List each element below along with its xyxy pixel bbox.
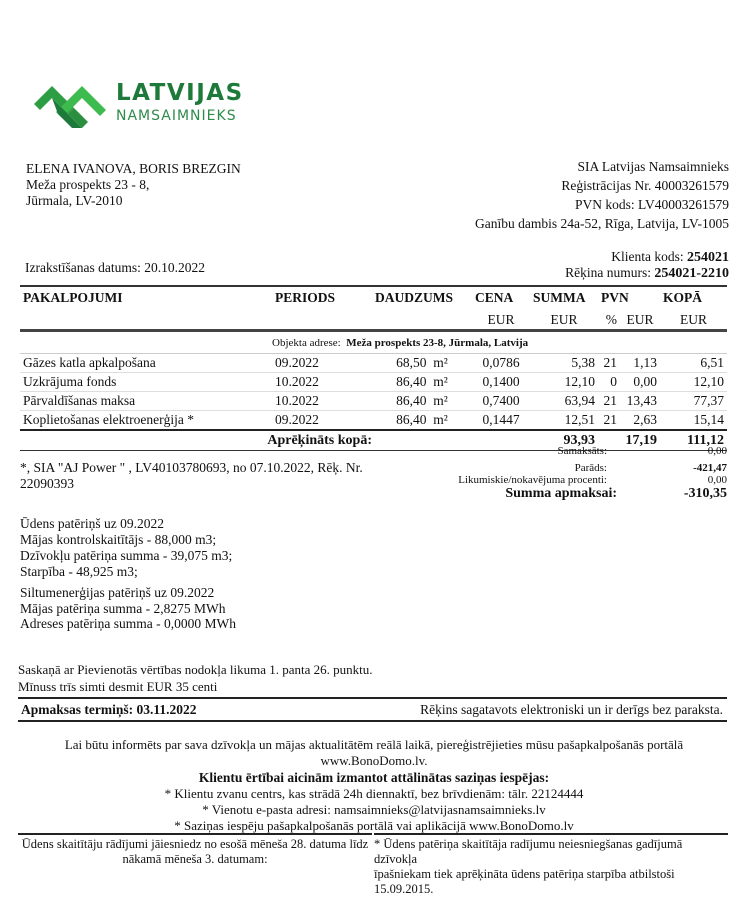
meter-reading-note [18, 833, 372, 867]
subheader-sum-eur: EUR [530, 310, 598, 331]
service-sum: 5,38 [530, 354, 598, 373]
service-vat-pct: 21 [598, 354, 620, 373]
subheader-vat-pct: % [598, 310, 620, 331]
invoice-number-label: Rēķina numurs: [565, 265, 651, 280]
service-unit: m² [433, 393, 448, 408]
service-period: 10.2022 [272, 392, 372, 411]
paid-label: Samaksāts: [557, 445, 607, 457]
service-total: 12,10 [660, 373, 727, 392]
service-period: 10.2022 [272, 373, 372, 392]
water-line: Dzīvokļu patēriņa summa - 39,075 m3; [20, 548, 233, 563]
recipient-address-line2: Jūrmala, LV-2010 [26, 193, 123, 208]
company-reg-nr: Reģistrācijas Nr. 40003261579 [561, 178, 729, 193]
table-row [20, 373, 727, 392]
water-line: Starpība - 48,925 m3; [20, 564, 138, 579]
service-unit: m² [433, 412, 448, 427]
portal-info: Lai būtu informēts par sava dzīvokļa un mājas aktualitātēm reālā laikā, piereģistrējieties mūsu pašapkalpošanās portālā [64, 737, 684, 752]
service-name: Gāzes katla apkalpošana [20, 354, 272, 373]
client-code: 254021 [687, 250, 729, 265]
service-period: 09.2022 [272, 411, 372, 431]
service-vat-pct: 0 [598, 373, 620, 392]
company-address: Ganību dambis 24a-52, Rīga, Latvija, LV-1005 [475, 216, 729, 231]
payment-summary [390, 445, 727, 502]
water-diff-line1: * Ūdens patēriņa skaitītāja radījumu neiesniegšanas gadījumā dzīvokļa [374, 837, 683, 866]
service-name: Uzkrājuma fonds [20, 373, 272, 392]
water-line: Mājas kontrolskaitītājs - 88,000 m3; [20, 532, 217, 547]
vat-law-note: Saskaņā ar Pievienotās vērtības nodokļa likuma 1. panta 26. punktu. [18, 662, 373, 677]
service-name: Pārvaldīšanas maksa [20, 392, 272, 411]
contact-info [0, 737, 748, 835]
service-quantity: 86,40 [396, 412, 427, 427]
service-vat-eur: 1,13 [620, 354, 660, 373]
company-logo [34, 80, 274, 130]
service-quantity: 68,50 [396, 355, 427, 370]
object-address: Meža prospekts 23-8, Jūrmala, Latvija [346, 336, 529, 349]
totals-vat: 17,19 [620, 430, 660, 451]
company-vat-code: PVN kods: LV40003261579 [574, 197, 729, 212]
contact-item-portal: * Saziņas iespēju pašapkalpošanās portālā vai aplikācijā www.BonoDomo.lv [174, 818, 574, 834]
table-row [20, 392, 727, 411]
debt-label: Parāds: [574, 462, 607, 474]
logo-word-latvijas: LATVIJAS [116, 80, 244, 106]
services-table [20, 285, 727, 451]
roof-chevrons-icon [34, 82, 110, 128]
heat-consumption [20, 585, 236, 632]
interest-value: 0,00 [707, 474, 727, 486]
object-address-label: Objekta adrese: [272, 336, 341, 349]
contact-heading: Klientu ērtībai aicinām izmantot attālinātas saziņas iespējas: [198, 769, 550, 785]
client-info [565, 249, 729, 281]
service-vat-eur: 13,43 [620, 392, 660, 411]
service-sum: 63,94 [530, 392, 598, 411]
table-header-row [20, 286, 727, 310]
supplier-footnote: *, SIA "AJ Power " , LV40103780693, no 07.10.2022, Rēķ. Nr. 22090393 [20, 460, 363, 491]
service-price: 0,1447 [472, 411, 530, 431]
col-header-vat: PVN [601, 290, 629, 305]
company-name: SIA Latvijas Namsaimnieks [577, 159, 729, 174]
subheader-vat-eur: EUR [620, 310, 660, 331]
recipient-name: ELENA IVANOVA, BORIS BREZGIN [26, 161, 241, 176]
object-address-row [20, 331, 727, 354]
col-header-service: PAKALPOJUMI [23, 290, 123, 305]
totals-label: Aprēķināts kopā: [20, 430, 372, 451]
subheader-price-eur: EUR [472, 310, 530, 331]
service-total: 77,37 [660, 392, 727, 411]
totals-sum: 93,93 [530, 430, 598, 451]
interest-label: Likumiskie/nokavējuma procenti: [458, 474, 607, 486]
company-block [475, 159, 729, 235]
meter-note-line1: Ūdens skaitītāju rādījumi jāiesniedz no esošā mēneša 28. datuma līdz [21, 837, 369, 851]
service-unit: m² [433, 374, 448, 389]
service-vat-pct: 21 [598, 411, 620, 431]
heat-line: Mājas patēriņa summa - 2,8275 MWh [20, 600, 226, 616]
service-period: 09.2022 [272, 354, 372, 373]
subheader-total-eur: EUR [660, 310, 727, 331]
paid-value: 0,00 [707, 445, 727, 457]
contact-item-email: * Vienotu e-pasta adresi: namsaimnieks@latvijasnamsaimnieks.lv [202, 802, 546, 818]
totals-total: 111,12 [660, 430, 727, 451]
amount-due-label: Summa apmaksai: [505, 486, 617, 501]
service-total: 6,51 [660, 354, 727, 373]
water-title: Ūdens patēriņš uz 09.2022 [20, 516, 164, 531]
service-vat-pct: 21 [598, 392, 620, 411]
service-price: 0,7400 [472, 392, 530, 411]
service-total: 15,14 [660, 411, 727, 431]
electronic-invoice-note: Rēķins sagatavots elektroniski un ir derīgs bez paraksta. [420, 702, 723, 717]
amount-due-value: -310,35 [683, 486, 727, 501]
debt-value: -421,47 [693, 462, 727, 474]
client-code-label: Klienta kods: [611, 249, 684, 264]
col-header-period: PERIODS [275, 290, 336, 305]
water-diff-line2: īpašniekam tiek aprēķināta ūdens patēriņa starpība atbilstoši 15.09.2015. [374, 867, 675, 896]
meter-note-line2: nākamā mēneša 3. datumam: [122, 852, 268, 866]
due-date: Apmaksas termiņš: 03.11.2022 [21, 702, 197, 717]
service-vat-eur: 2,63 [620, 411, 660, 431]
water-consumption [20, 516, 232, 580]
service-vat-eur: 0,00 [620, 373, 660, 392]
col-header-sum: SUMMA [533, 290, 586, 305]
service-sum: 12,51 [530, 411, 598, 431]
service-quantity: 86,40 [396, 374, 427, 389]
issue-date: Izrakstīšanas datums: 20.10.2022 [25, 260, 205, 275]
due-date-bar [18, 697, 727, 722]
table-subheader-row [20, 310, 727, 331]
service-price: 0,1400 [472, 373, 530, 392]
service-unit: m² [433, 355, 448, 370]
vat-note [18, 661, 373, 695]
service-price: 0,0786 [472, 354, 530, 373]
water-difference-note [374, 833, 728, 897]
recipient-address-line1: Meža prospekts 23 - 8, [26, 177, 150, 192]
amount-in-words: Mīnuss trīs simti desmit EUR 35 centi [18, 679, 218, 694]
heat-line: Adreses patēriņa summa - 0,0000 MWh [20, 616, 236, 631]
col-header-total: KOPĀ [663, 290, 702, 305]
heat-title: Siltumenerģijas patēriņš uz 09.2022 [20, 585, 215, 600]
portal-link[interactable]: www.BonoDomo.lv. [320, 753, 428, 769]
table-row [20, 354, 727, 373]
service-name: Koplietošanas elektroenerģija * [20, 411, 272, 431]
recipient-block [26, 161, 241, 209]
col-header-price: CENA [475, 290, 514, 305]
service-quantity: 86,40 [396, 393, 427, 408]
invoice-number: 254021-2210 [654, 266, 729, 281]
logo-word-namsaimnieks: NAMSAIMNIEKS [116, 108, 237, 124]
contact-item-phone: * Klientu zvanu centrs, kas strādā 24h diennaktī, bez brīvdienām: tālr. 22124444 [164, 785, 584, 801]
col-header-quantity: DAUDZUMS [375, 290, 454, 305]
service-sum: 12,10 [530, 373, 598, 392]
table-row [20, 411, 727, 431]
